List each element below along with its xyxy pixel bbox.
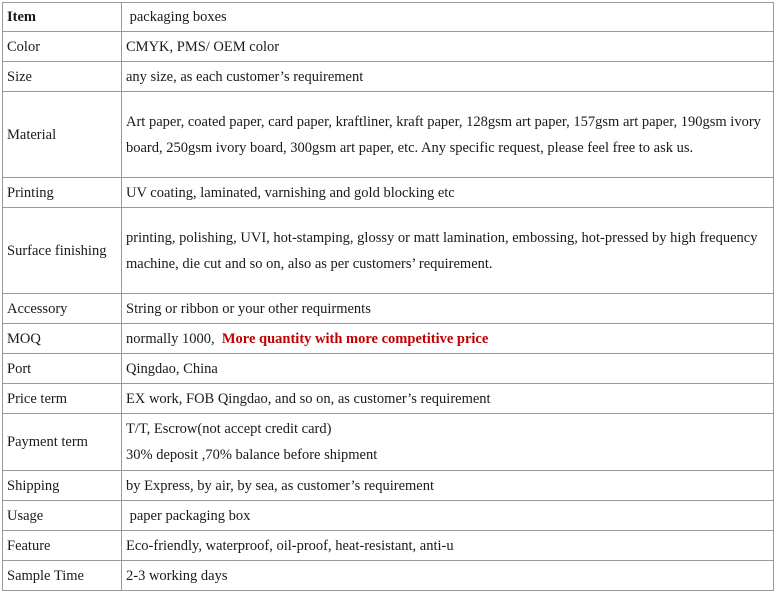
header-item-value: packaging boxes: [122, 3, 774, 32]
row-label-accessory: Accessory: [3, 294, 122, 324]
table-row: [3, 471, 774, 501]
row-label-price-term: Price term: [3, 384, 122, 414]
row-value-usage: paper packaging box: [122, 501, 774, 531]
row-label-feature: Feature: [3, 531, 122, 561]
row-label-sample-time: Sample Time: [3, 561, 122, 591]
table-row: [3, 501, 774, 531]
row-value-sample-time: 2-3 working days: [122, 561, 774, 591]
row-value-surface-finishing: printing, polishing, UVI, hot-stamping, glossy or matt lamination, embossing, hot-pressed by high frequency machine, die cut and so on, also as per customers’ requirement.: [122, 208, 774, 294]
row-label-printing: Printing: [3, 178, 122, 208]
table-row: [3, 384, 774, 414]
row-value-printing: UV coating, laminated, varnishing and gold blocking etc: [122, 178, 774, 208]
row-value-shipping: by Express, by air, by sea, as customer’s requirement: [122, 471, 774, 501]
table-row: [3, 414, 774, 471]
table-row: [3, 178, 774, 208]
moq-highlight-text: More quantity with more competitive price: [221, 330, 489, 347]
table-row: [3, 294, 774, 324]
row-value-feature: Eco-friendly, waterproof, oil-proof, heat-resistant, anti-u: [122, 531, 774, 561]
table-row: [3, 324, 774, 354]
table-header-row: [3, 3, 774, 32]
row-label-shipping: Shipping: [3, 471, 122, 501]
table-row: [3, 92, 774, 178]
row-label-usage: Usage: [3, 501, 122, 531]
row-label-color: Color: [3, 32, 122, 62]
product-spec-table: [2, 2, 774, 591]
row-label-size: Size: [3, 62, 122, 92]
row-value-payment-term: [122, 414, 774, 471]
table-row: [3, 208, 774, 294]
table-row: [3, 354, 774, 384]
row-label-moq: MOQ: [3, 324, 122, 354]
row-label-surface-finishing: Surface finishing: [3, 208, 122, 294]
row-value-price-term: EX work, FOB Qingdao, and so on, as customer’s requirement: [122, 384, 774, 414]
payment-term-line-2: 30% deposit ,70% balance before shipment: [126, 447, 378, 463]
row-value-moq: [122, 324, 774, 354]
row-value-size: any size, as each customer’s requirement: [122, 62, 774, 92]
table-row: [3, 561, 774, 591]
table-row: [3, 62, 774, 92]
header-item-label: Item: [3, 3, 122, 32]
row-label-material: Material: [3, 92, 122, 178]
row-value-color: CMYK, PMS/ OEM color: [122, 32, 774, 62]
payment-term-line-1: T/T, Escrow(not accept credit card): [126, 421, 332, 437]
row-label-payment-term: Payment term: [3, 414, 122, 471]
table-row: [3, 531, 774, 561]
row-value-accessory: String or ribbon or your other requirments: [122, 294, 774, 324]
row-value-material: Art paper, coated paper, card paper, kraftliner, kraft paper, 128gsm art paper, 157gsm art paper, 190gsm ivory board, 250gsm ivory board, 300gsm art paper, etc. Any specific request, please feel free to ask us.: [122, 92, 774, 178]
row-label-port: Port: [3, 354, 122, 384]
moq-value-text: normally 1000,: [126, 330, 222, 347]
table-row: [3, 32, 774, 62]
row-value-port: Qingdao, China: [122, 354, 774, 384]
